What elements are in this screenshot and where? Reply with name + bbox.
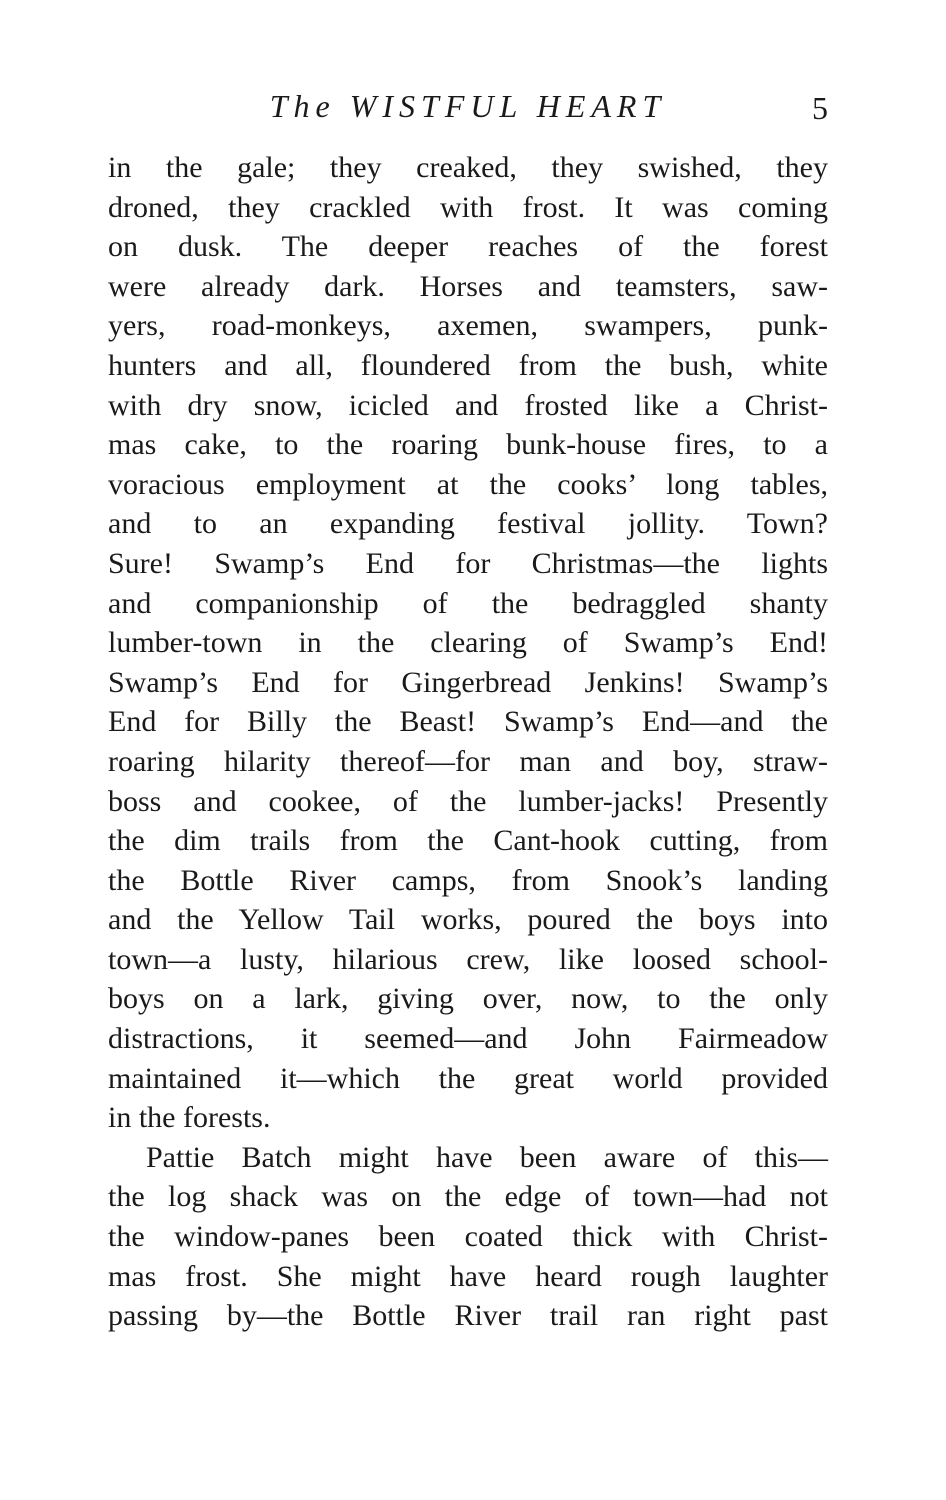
paragraph-1 — [108, 148, 828, 1138]
text-line: End for Billy the Beast! Swamp’s End—and the — [108, 705, 828, 739]
text-line: maintained it—which the great world provided — [108, 1061, 828, 1095]
text-line: were already dark. Horses and teamsters, saw- — [108, 269, 828, 303]
text-line: roaring hilarity thereof—for man and boy, straw- — [108, 744, 828, 778]
text-line: in the gale; they creaked, they swished, they — [108, 151, 828, 184]
text-line: and to an expanding festival jollity. Town? — [108, 507, 828, 541]
page-number: 5 — [812, 90, 828, 126]
text-line: on dusk. The deeper reaches of the forest — [108, 230, 828, 264]
text-line: boys on a lark, giving over, now, to the only — [108, 982, 828, 1016]
text-line: hunters and all, floundered from the bush, white — [108, 348, 828, 382]
text-line: the Bottle River camps, from Snook’s landing — [108, 863, 828, 897]
text-line: passing by—the Bottle River trail ran right past — [108, 1299, 828, 1333]
running-title: The WISTFUL HEART — [269, 88, 667, 124]
text-line: town—a lusty, hilarious crew, like loosed school- — [108, 942, 828, 976]
text-line: boss and cookee, of the lumber-jacks! Presently — [108, 784, 828, 818]
text-line: yers, road-monkeys, axemen, swampers, punk- — [108, 309, 828, 343]
text-line: in the forests. — [108, 1101, 271, 1135]
text-line: lumber-town in the clearing of Swamp’s End! — [108, 626, 828, 660]
running-head — [108, 86, 828, 130]
text-line: mas frost. She might have heard rough laughter — [108, 1259, 828, 1293]
text-line: and the Yellow Tail works, poured the boys into — [108, 903, 828, 937]
text-line: the log shack was on the edge of town—had not — [108, 1180, 828, 1214]
text-line: voracious employment at the cooks’ long tables, — [108, 467, 828, 501]
text-line: with dry snow, icicled and frosted like a Christ- — [108, 388, 828, 422]
body-text — [108, 148, 828, 1336]
text-line: the window-panes been coated thick with Christ- — [108, 1220, 828, 1254]
text-line: droned, they crackled with frost. It was coming — [108, 190, 828, 224]
text-line: Swamp’s End for Gingerbread Jenkins! Swamp’s — [108, 665, 828, 699]
text-line: Sure! Swamp’s End for Christmas—the lights — [108, 546, 828, 580]
text-line: and companionship of the bedraggled shanty — [108, 586, 828, 620]
text-line: mas cake, to the roaring bunk-house fires, to a — [108, 428, 828, 462]
text-line: Pattie Batch might have been aware of this— — [146, 1140, 828, 1174]
text-line: the dim trails from the Cant-hook cutting, from — [108, 824, 828, 858]
text-line: distractions, it seemed—and John Fairmeadow — [108, 1022, 828, 1056]
paragraph-2 — [108, 1138, 828, 1336]
